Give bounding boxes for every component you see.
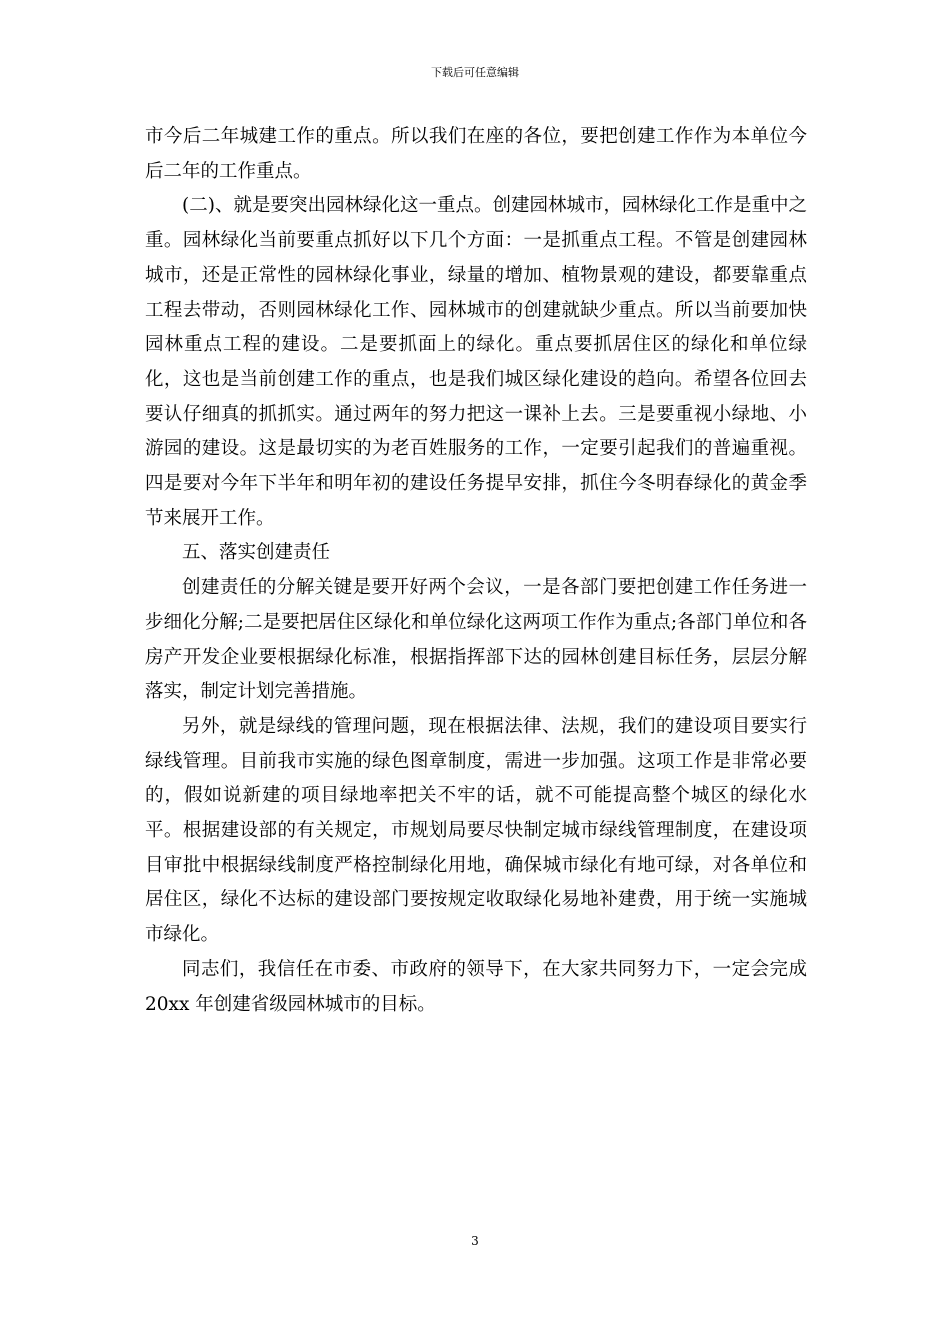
paragraph: (二)、就是要突出园林绿化这一重点。创建园林城市，园林绿化工作是重中之重。园林绿化当前要重点抓好以下几个方面：一是抓重点工程。不管是创建园林城市，还是正常性的园林绿化事业，绿量的增加、植物景观的建设，都要靠重点工程去带动，否则园林绿化工作、园林城市的创建就缺少重点。所以当前要加快园林重点工程的建设。二是要抓面上的绿化。重点要抓居住区的绿化和单位绿化，这也是当前创建工作的重点，也是我们城区绿化建设的趋向。希望各位回去要认仔细真的抓抓实。通过两年的努力把这一课补上去。三是要重视小绿地、小游园的建设。这是最切实的为老百姓服务的工作，一定要引起我们的普遍重视。四是要对今年下半年和明年初的建设任务提早安排，抓住今冬明春绿化的黄金季节来展开工作。 <box>145 195 807 529</box>
page-number: 3 <box>471 1234 479 1248</box>
paragraph: 市今后二年城建工作的重点。所以我们在座的各位，要把创建工作作为本单位今后二年的工作重点。 <box>145 126 807 182</box>
paragraph: 创建责任的分解关键是要开好两个会议，一是各部门要把创建工作任务进一步细化分解;二是要把居住区绿化和单位绿化这两项工作作为重点;各部门单位和各房产开发企业要根据绿化标准，根据指挥部下达的园林创建目标任务，层层分解落实，制定计划完善措施。 <box>145 577 807 703</box>
paragraph: 另外，就是绿线的管理问题，现在根据法律、法规，我们的建设项目要实行绿线管理。目前我市实施的绿色图章制度，需进一步加强。这项工作是非常必要的，假如说新建的项目绿地率把关不牢的话，就不可能提高整个城区的绿化水平。根据建设部的有关规定，市规划局要尽快制定城市绿线管理制度，在建设项目审批中根据绿线制度严格控制绿化用地，确保城市绿化有地可绿，对各单位和居住区，绿化不达标的建设部门要按规定收取绿化易地补建费，用于统一实施城市绿化。 <box>145 715 807 946</box>
paragraph: 同志们，我信任在市委、市政府的领导下，在大家共同努力下，一定会完成 20xx 年创建省级园林城市的目标。 <box>145 958 807 1015</box>
document-body <box>145 120 807 1022</box>
page-header: 下载后可任意编辑 <box>431 66 519 79</box>
section-heading: 五、落实创建责任 <box>182 542 331 564</box>
